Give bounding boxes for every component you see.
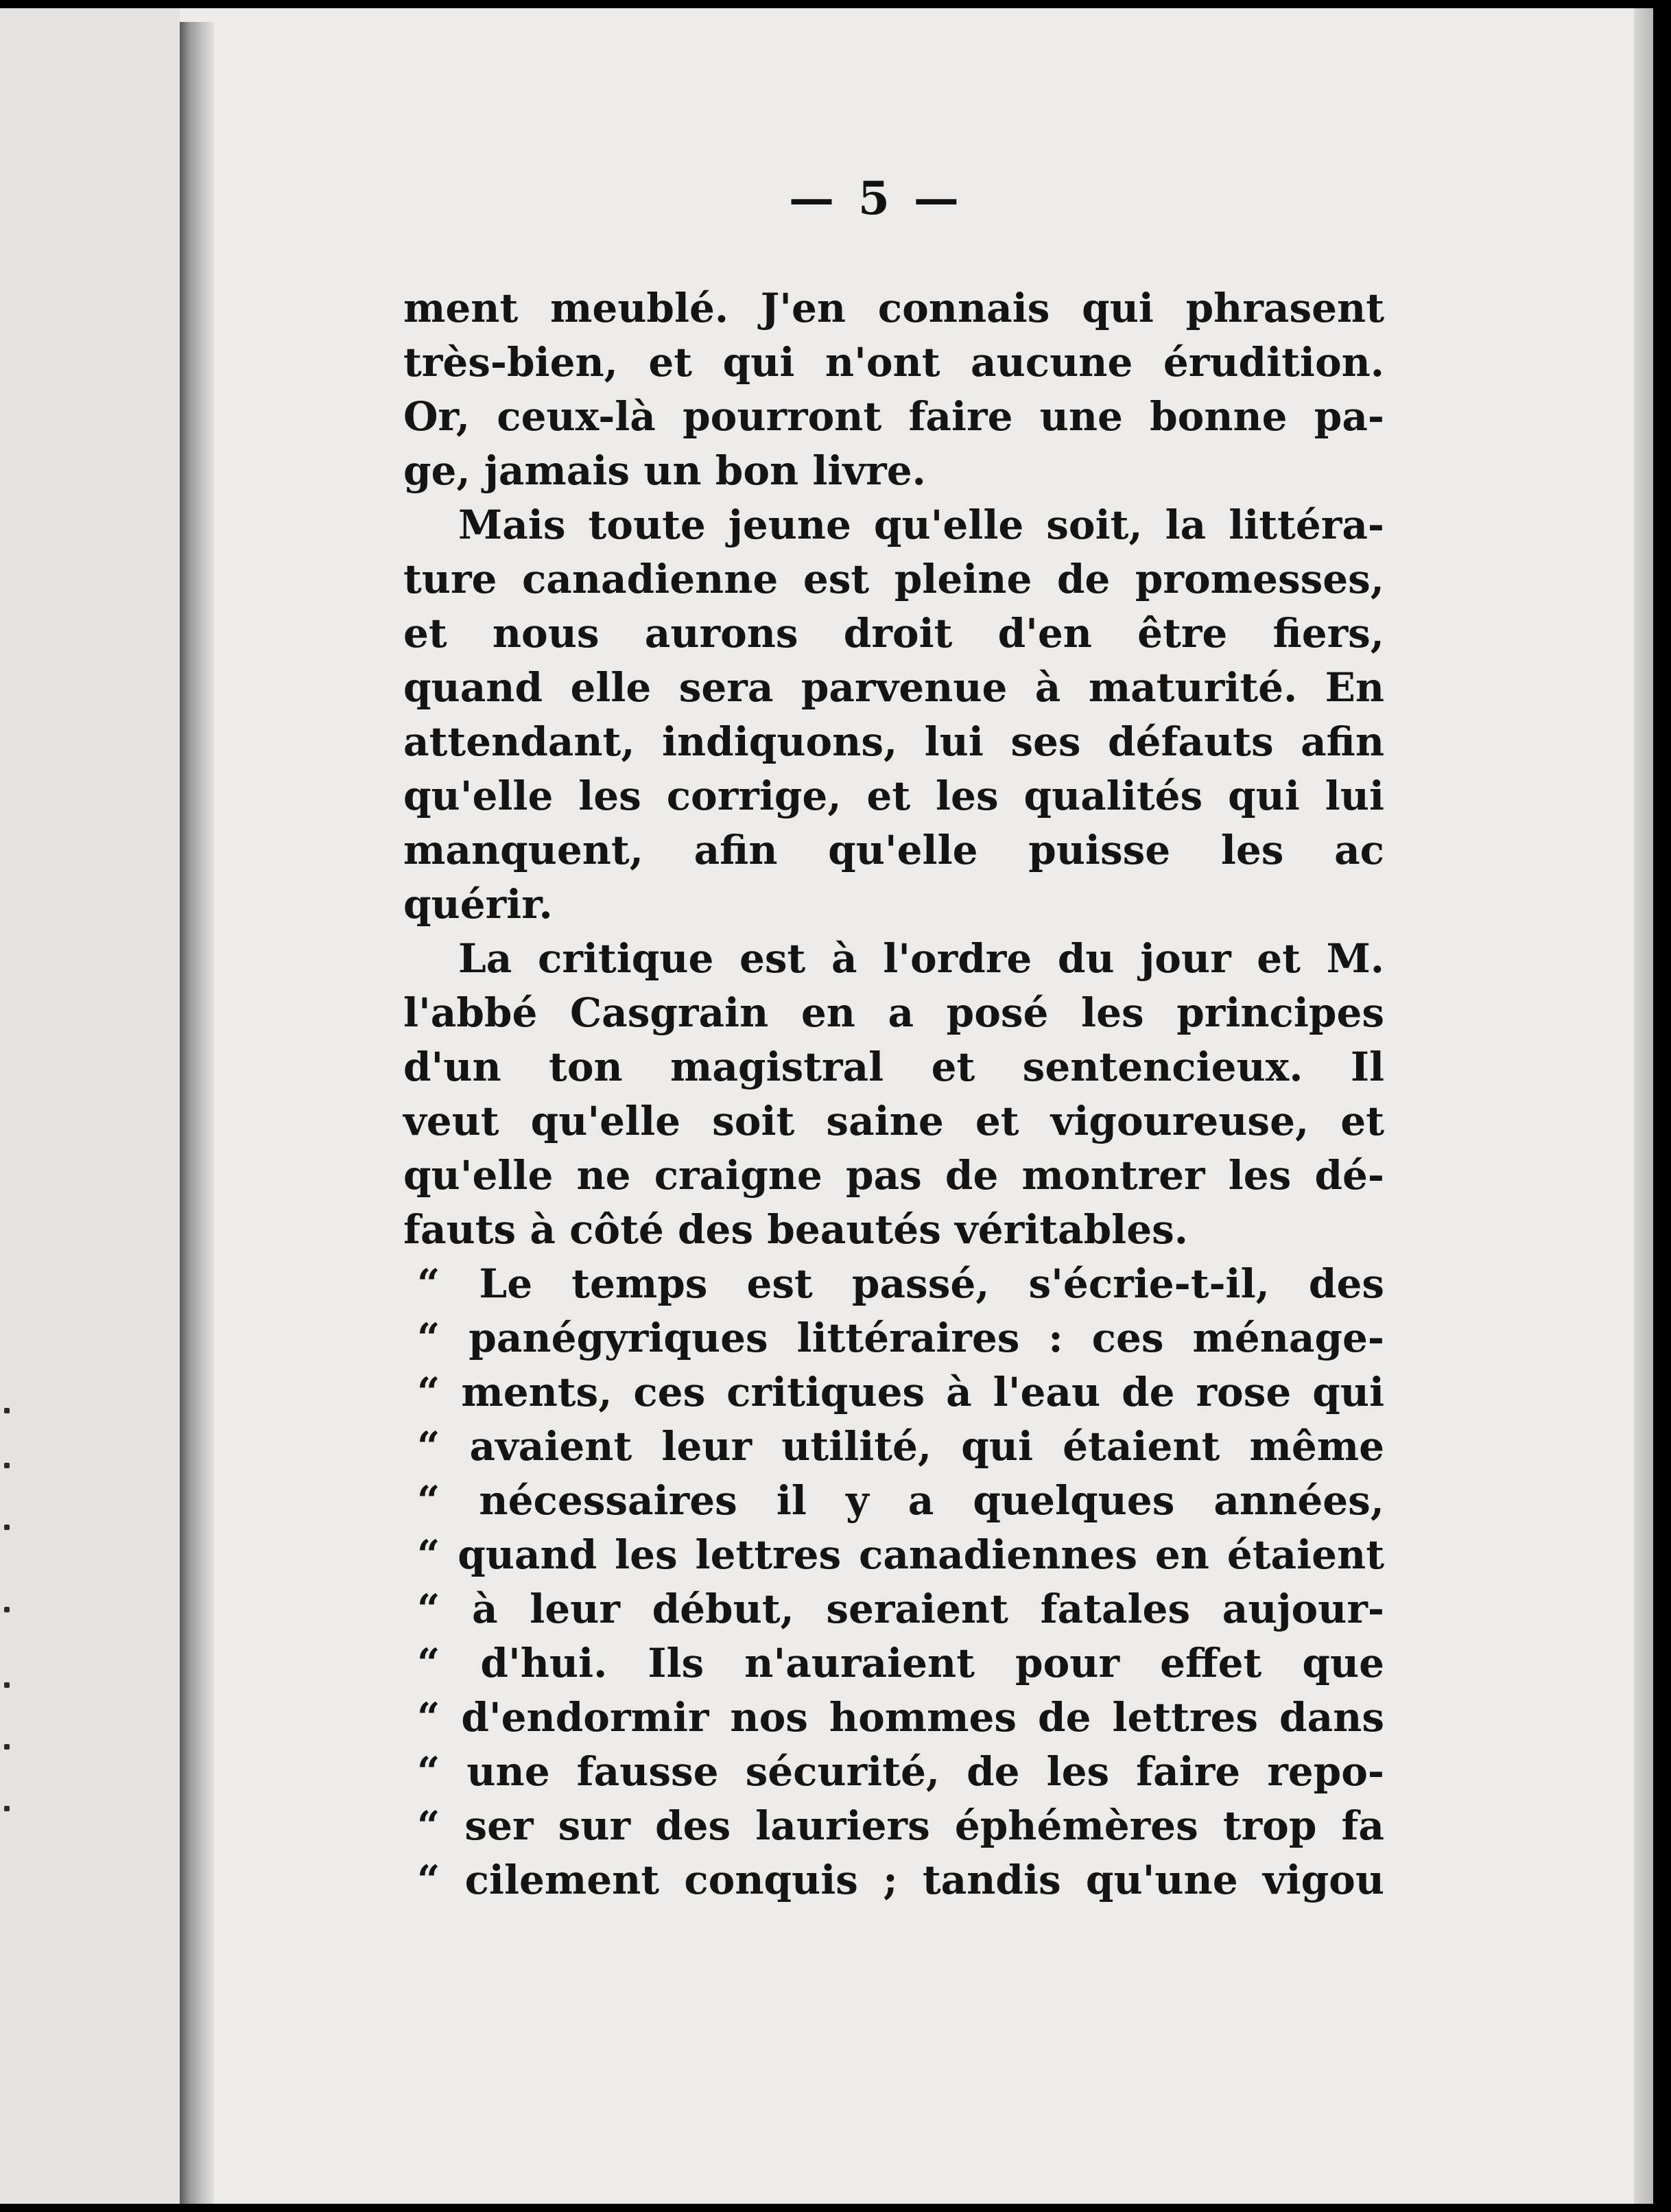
quote-line: “ cilement conquis ; tandis qu'une vigou [417,1857,1384,1903]
text-line: d'un ton magistral et sentencieux. Il [403,1044,1384,1090]
quote-line: “ d'endormir nos hommes de lettres dans [417,1694,1384,1741]
right-page-edge [1634,8,1653,2204]
paragraph-start-line: La critique est à l'ordre du jour et M. [458,935,1384,982]
text-line: qu'elle les corrige, et les qualités qui lui [403,773,1384,819]
quote-line: “ une fausse sécurité, de les faire repo- [417,1748,1384,1795]
book-gutter [180,22,214,2204]
body-text [403,281,1384,1907]
text-line: veut qu'elle soit saine et vigoureuse, et [403,1098,1384,1144]
book-page [0,8,1653,2204]
quote-line: “ Le temps est passé, s'écrie-t-il, des [417,1260,1384,1307]
quote-line: “ nécessaires il y a quelques années, [417,1477,1384,1524]
page-number: — 5 — [789,172,963,225]
text-line: qu'elle ne craigne pas de montrer les dé- [403,1152,1384,1199]
text-line: attendant, indiquons, lui ses défauts afin [403,718,1384,765]
paragraph-start-line: Mais toute jeune qu'elle soit, la littéra- [458,502,1384,548]
text-line: quérir. [403,881,553,928]
quote-line: “ ser sur des lauriers éphémères trop fa [417,1802,1384,1849]
text-line: très-bien, et qui n'ont aucune érudition. [403,339,1384,386]
text-line: quand elle sera parvenue à maturité. En [403,664,1384,711]
text-line: ge, jamais un bon livre. [403,447,926,494]
text-line: manquent, afin qu'elle puisse les ac [403,827,1384,873]
text-line: l'abbé Casgrain en a posé les principes [403,989,1384,1036]
left-margin-specks [0,8,14,2204]
quote-line: “ à leur début, seraient fatales aujour- [417,1586,1384,1632]
left-page-edge [0,8,180,2204]
quote-line: “ ments, ces critiques à l'eau de rose qui [417,1369,1384,1415]
quote-line: “ panégyriques littéraires : ces ménage- [417,1315,1384,1361]
text-line: et nous aurons droit d'en être fiers, [403,610,1384,657]
quote-line: “ avaient leur utilité, qui étaient même [417,1423,1384,1470]
quote-line: “ quand les lettres canadiennes en étaient [417,1531,1384,1578]
text-line: ture canadienne est pleine de promesses, [403,556,1384,602]
text-line: fauts à côté des beautés véritables. [403,1206,1188,1253]
text-line: Or, ceux-là pourront faire une bonne pa- [403,393,1384,440]
text-line: ment meublé. J'en connais qui phrasent [403,285,1384,331]
quote-line: “ d'hui. Ils n'auraient pour effet que [417,1640,1384,1686]
